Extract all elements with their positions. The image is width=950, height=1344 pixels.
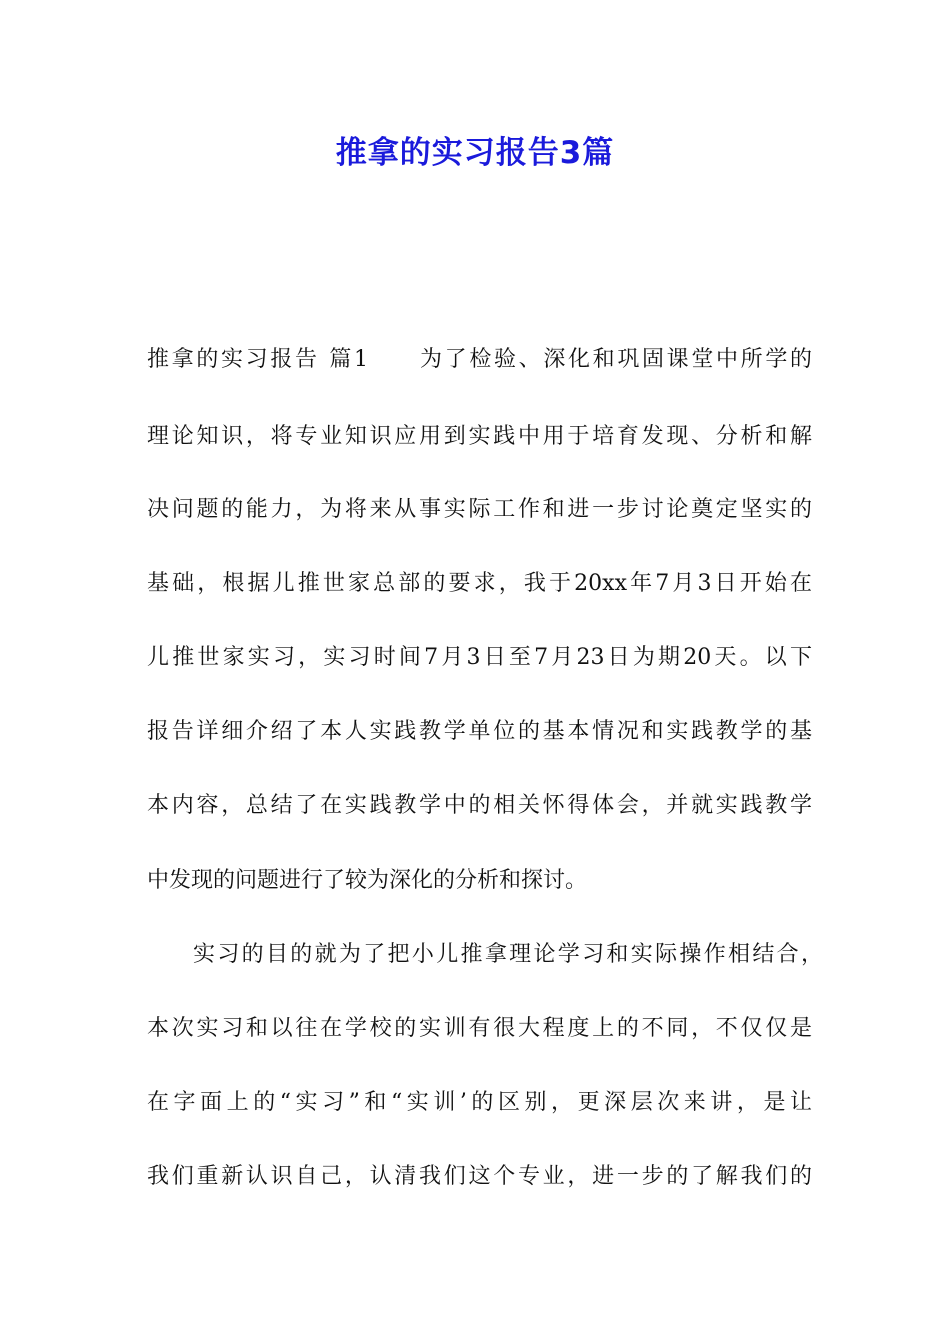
paragraph-line: 理论知识，将专业知识应用到实践中用于培育发现、分析和解 xyxy=(147,424,812,449)
paragraph-line: 儿推世家实习，实习时间7月3日至7月23日为期20天。以下 xyxy=(147,645,812,670)
paragraph-line: 报告详细介绍了本人实践教学单位的基本情况和实践教学的基 xyxy=(147,719,812,744)
paragraph-line: 实习的目的就为了把小儿推拿理论学习和实际操作相结合， xyxy=(193,942,823,967)
paragraph-line: 在字面上的“实习”和“实训’的区别，更深层次来讲，是让 xyxy=(147,1090,812,1115)
document-title: 推拿的实习报告3篇 xyxy=(335,135,615,171)
paragraph-line: 决问题的能力，为将来从事实际工作和进一步讨论奠定坚实的 xyxy=(147,497,812,522)
paragraph-line: 基础，根据儿推世家总部的要求，我于20xx年7月3日开始在 xyxy=(147,571,812,596)
paragraph-line: 本次实习和以往在学校的实训有很大程度上的不同，不仅仅是 xyxy=(147,1016,812,1041)
paragraph-line: 本内容，总结了在实践教学中的相关怀得体会，并就实践教学 xyxy=(147,793,812,818)
paragraph-line: 中发现的问题进行了较为深化的分析和探讨。 xyxy=(147,868,588,893)
paragraph-line: 我们重新认识自己，认清我们这个专业，进一步的了解我们的 xyxy=(147,1164,812,1189)
paragraph-line: 推拿的实习报告 篇1 为了检验、深化和巩固课堂中所学的 xyxy=(147,347,812,372)
